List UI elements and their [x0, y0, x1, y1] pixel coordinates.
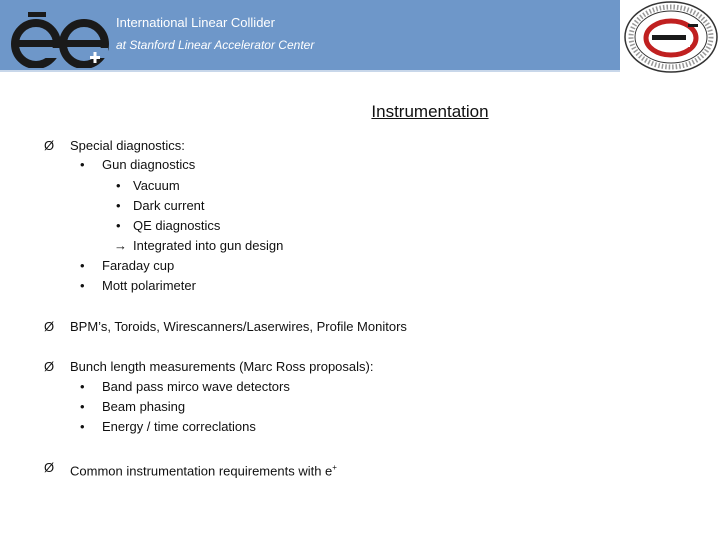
item-bpms-toroids: BPM’s, Toroids, Wirescanners/Laserwires, Profile Monitors [70, 319, 407, 334]
bullet: • [80, 379, 85, 394]
header-divider [0, 70, 620, 72]
sub-mott-polarimeter: Mott polarimeter [102, 278, 196, 293]
bullet: • [80, 419, 85, 434]
arrow-bullet: Ø [44, 359, 55, 374]
sub-faraday-cup: Faraday cup [102, 258, 175, 273]
arrow-bullet: Ø [44, 319, 55, 334]
bullet: • [116, 198, 121, 213]
subsub-qe-diagnostics: QE diagnostics [133, 218, 221, 233]
item-common-instrumentation: Common instrumentation requirements with e+ [70, 463, 337, 479]
subsub-dark-current: Dark current [133, 198, 205, 213]
sub-beam-phasing: Beam phasing [102, 399, 186, 414]
slide-title: Instrumentation [371, 102, 489, 121]
bullet: • [116, 218, 121, 233]
bullet: • [116, 178, 121, 193]
sub-energy-time: Energy / time correclations [102, 419, 256, 434]
polarized-source-seal-icon [622, 0, 720, 74]
subsub-vacuum: Vacuum [133, 178, 180, 193]
bullet: • [80, 278, 85, 293]
bullet: • [80, 157, 85, 172]
sub-gun-diagnostics: Gun diagnostics [102, 157, 196, 172]
header [0, 0, 720, 74]
positron-superscript: + [332, 463, 337, 472]
sub-band-pass: Band pass mirco wave detectors [102, 379, 290, 394]
note-integrated-gun-design: Integrated into gun design [133, 238, 284, 253]
right-arrow-icon: → [114, 238, 127, 253]
header-title: International Linear Collider [116, 15, 275, 30]
ee-logo-icon [6, 6, 112, 68]
item-special-diagnostics: Special diagnostics: [70, 138, 185, 153]
item-bunch-length: Bunch length measurements (Marc Ross proposals): [70, 359, 374, 374]
bullet: • [80, 399, 85, 414]
header-subtitle: at Stanford Linear Accelerator Center [116, 38, 315, 52]
bullet: • [80, 258, 85, 273]
arrow-bullet: Ø [44, 138, 55, 153]
arrow-bullet: Ø [44, 460, 55, 475]
